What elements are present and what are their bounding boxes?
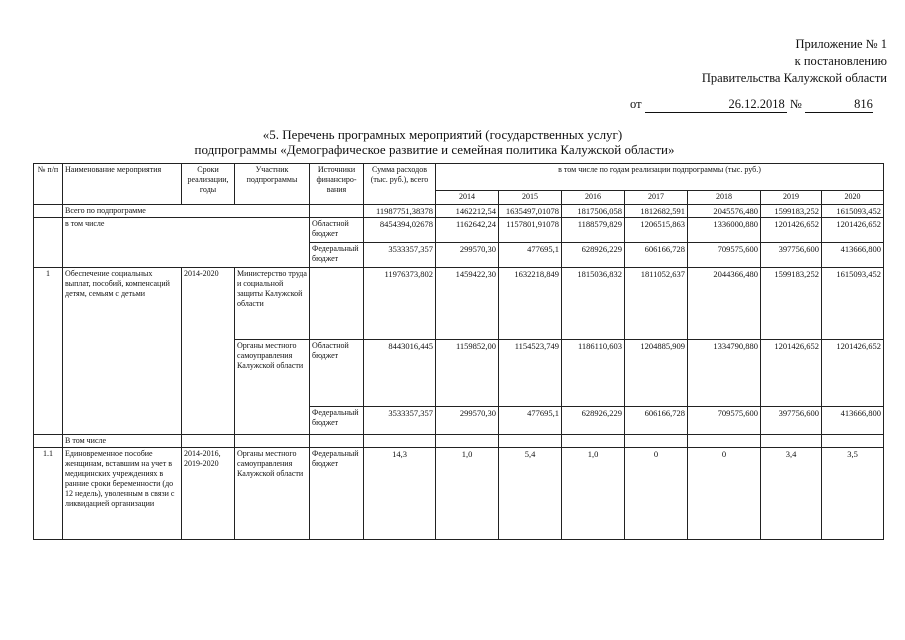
col-header-years-group: в том числе по годам реализации подпрограммы (тыс. руб.) bbox=[436, 164, 884, 191]
federal-value: 397756,600 bbox=[761, 243, 822, 268]
item-total: 14,3 bbox=[364, 448, 436, 540]
source-regional: Областной бюджет bbox=[310, 218, 364, 243]
col-header-sources: Источники финансиро-вания bbox=[310, 164, 364, 205]
item-regional-source: Областной бюджет bbox=[310, 340, 364, 407]
item-federal-value: 413666,800 bbox=[822, 407, 884, 435]
item-value: 1811052,637 bbox=[625, 268, 688, 340]
year-header: 2019 bbox=[761, 191, 822, 205]
regional-value: 1201426,652 bbox=[822, 218, 884, 243]
federal-value: 413666,800 bbox=[822, 243, 884, 268]
item-value: 1,0 bbox=[436, 448, 499, 540]
total-value: 2045576,480 bbox=[688, 205, 761, 218]
item-value: 3,4 bbox=[761, 448, 822, 540]
item-participant: Министерство труда и социальной защиты Калужской области bbox=[235, 268, 310, 340]
federal-total: 3533357,357 bbox=[364, 243, 436, 268]
total-value: 1635497,01078 bbox=[499, 205, 562, 218]
item-regional-value: 1201426,652 bbox=[822, 340, 884, 407]
incl2-label: В том числе bbox=[63, 435, 182, 448]
item-regional-value: 1154523,749 bbox=[499, 340, 562, 407]
item-value: 1815036,832 bbox=[562, 268, 625, 340]
resolution-label: к постановлению bbox=[794, 54, 887, 68]
item-terms: 2014-2020 bbox=[182, 268, 235, 435]
total-value: 1812682,591 bbox=[625, 205, 688, 218]
year-header: 2017 bbox=[625, 191, 688, 205]
federal-value: 299570,30 bbox=[436, 243, 499, 268]
item-sub-participant: Органы местного самоуправления Калужской области bbox=[235, 340, 310, 435]
government-label: Правительства Калужской области bbox=[701, 71, 887, 85]
program-table bbox=[33, 163, 884, 540]
total-label: Всего по подпрограмме bbox=[63, 205, 310, 218]
regional-value: 1157801,91078 bbox=[499, 218, 562, 243]
item-federal-total: 3533357,357 bbox=[364, 407, 436, 435]
item-regional-value: 1201426,652 bbox=[761, 340, 822, 407]
item-federal-value: 397756,600 bbox=[761, 407, 822, 435]
item-participant: Органы местного самоуправления Калужской области bbox=[235, 448, 310, 540]
year-header: 2014 bbox=[436, 191, 499, 205]
regional-value: 1162642,24 bbox=[436, 218, 499, 243]
col-header-no: № п/п bbox=[34, 164, 63, 205]
total-value: 1817506,058 bbox=[562, 205, 625, 218]
table-row-incl bbox=[34, 435, 884, 448]
item-value: 1,0 bbox=[562, 448, 625, 540]
item-name: Обеспечение социальных выплат, пособий, компенсаций детям, семьям с детьми bbox=[63, 268, 182, 435]
regional-total: 8454394,02678 bbox=[364, 218, 436, 243]
item-regional-value: 1334790,880 bbox=[688, 340, 761, 407]
total-value: 1615093,452 bbox=[822, 205, 884, 218]
page-subtitle: подпрограммы «Демографическое развитие и семейная политика Калужской области» bbox=[194, 142, 675, 157]
number-label: № bbox=[789, 97, 802, 111]
item-value: 1615093,452 bbox=[822, 268, 884, 340]
resolution-number: 816 bbox=[805, 97, 873, 113]
year-header: 2015 bbox=[499, 191, 562, 205]
col-header-name: Наименование мероприятия bbox=[63, 164, 182, 205]
item-federal-value: 299570,30 bbox=[436, 407, 499, 435]
header-row bbox=[34, 164, 884, 191]
item-federal-source: Федеральный бюджет bbox=[310, 407, 364, 435]
item-number: 1.1 bbox=[34, 448, 63, 540]
item-value: 5,4 bbox=[499, 448, 562, 540]
total-sum: 11987751,38378 bbox=[364, 205, 436, 218]
table-row-regional bbox=[34, 218, 884, 243]
table-row-item1 bbox=[34, 268, 884, 340]
resolution-date: 26.12.2018 bbox=[645, 97, 787, 113]
regional-value: 1188579,829 bbox=[562, 218, 625, 243]
item-total: 11976373,802 bbox=[364, 268, 436, 340]
total-value: 1599183,252 bbox=[761, 205, 822, 218]
federal-value: 477695,1 bbox=[499, 243, 562, 268]
total-value: 1462212,54 bbox=[436, 205, 499, 218]
item-value: 2044366,480 bbox=[688, 268, 761, 340]
regional-value: 1201426,652 bbox=[761, 218, 822, 243]
item-regional-total: 8443016,445 bbox=[364, 340, 436, 407]
item-regional-value: 1159852,00 bbox=[436, 340, 499, 407]
federal-value: 628926,229 bbox=[562, 243, 625, 268]
item-federal-value: 628926,229 bbox=[562, 407, 625, 435]
item-federal-value: 477695,1 bbox=[499, 407, 562, 435]
item-value: 1632218,849 bbox=[499, 268, 562, 340]
federal-value: 606166,728 bbox=[625, 243, 688, 268]
col-header-total: Сумма расходов (тыс. руб.), всего bbox=[364, 164, 436, 205]
from-label: от bbox=[630, 97, 642, 111]
table-row-total bbox=[34, 205, 884, 218]
regional-value: 1206515,863 bbox=[625, 218, 688, 243]
col-header-participant: Участник подпрограммы bbox=[235, 164, 310, 205]
table-row-item11 bbox=[34, 448, 884, 540]
item-federal-value: 606166,728 bbox=[625, 407, 688, 435]
regional-value: 1336000,880 bbox=[688, 218, 761, 243]
item-source: Федеральный бюджет bbox=[310, 448, 364, 540]
item-federal-value: 709575,600 bbox=[688, 407, 761, 435]
incl-label: в том числе bbox=[63, 218, 310, 268]
item-value: 1599183,252 bbox=[761, 268, 822, 340]
appendix-label: Приложение № 1 bbox=[795, 37, 887, 51]
date-line bbox=[630, 97, 873, 113]
source-federal: Федеральный бюджет bbox=[310, 243, 364, 268]
year-header: 2020 bbox=[822, 191, 884, 205]
item-terms: 2014-2016, 2019-2020 bbox=[182, 448, 235, 540]
item-value: 0 bbox=[688, 448, 761, 540]
year-header: 2018 bbox=[688, 191, 761, 205]
item-regional-value: 1186110,603 bbox=[562, 340, 625, 407]
federal-value: 709575,600 bbox=[688, 243, 761, 268]
year-header: 2016 bbox=[562, 191, 625, 205]
item-number: 1 bbox=[34, 268, 63, 435]
item-name: Единовременное пособие женщинам, вставшим на учет в медицинских учреждениях в ранние сроки беременности (до 12 недель), уволенным в связи с ликвидацией организации bbox=[63, 448, 182, 540]
item-value: 0 bbox=[625, 448, 688, 540]
page-title: «5. Перечень програмных мероприятий (государственных услуг) bbox=[262, 127, 623, 142]
item-regional-value: 1204885,909 bbox=[625, 340, 688, 407]
item-value: 1459422,30 bbox=[436, 268, 499, 340]
item-value: 3,5 bbox=[822, 448, 884, 540]
col-header-terms: Сроки реализации, годы bbox=[182, 164, 235, 205]
